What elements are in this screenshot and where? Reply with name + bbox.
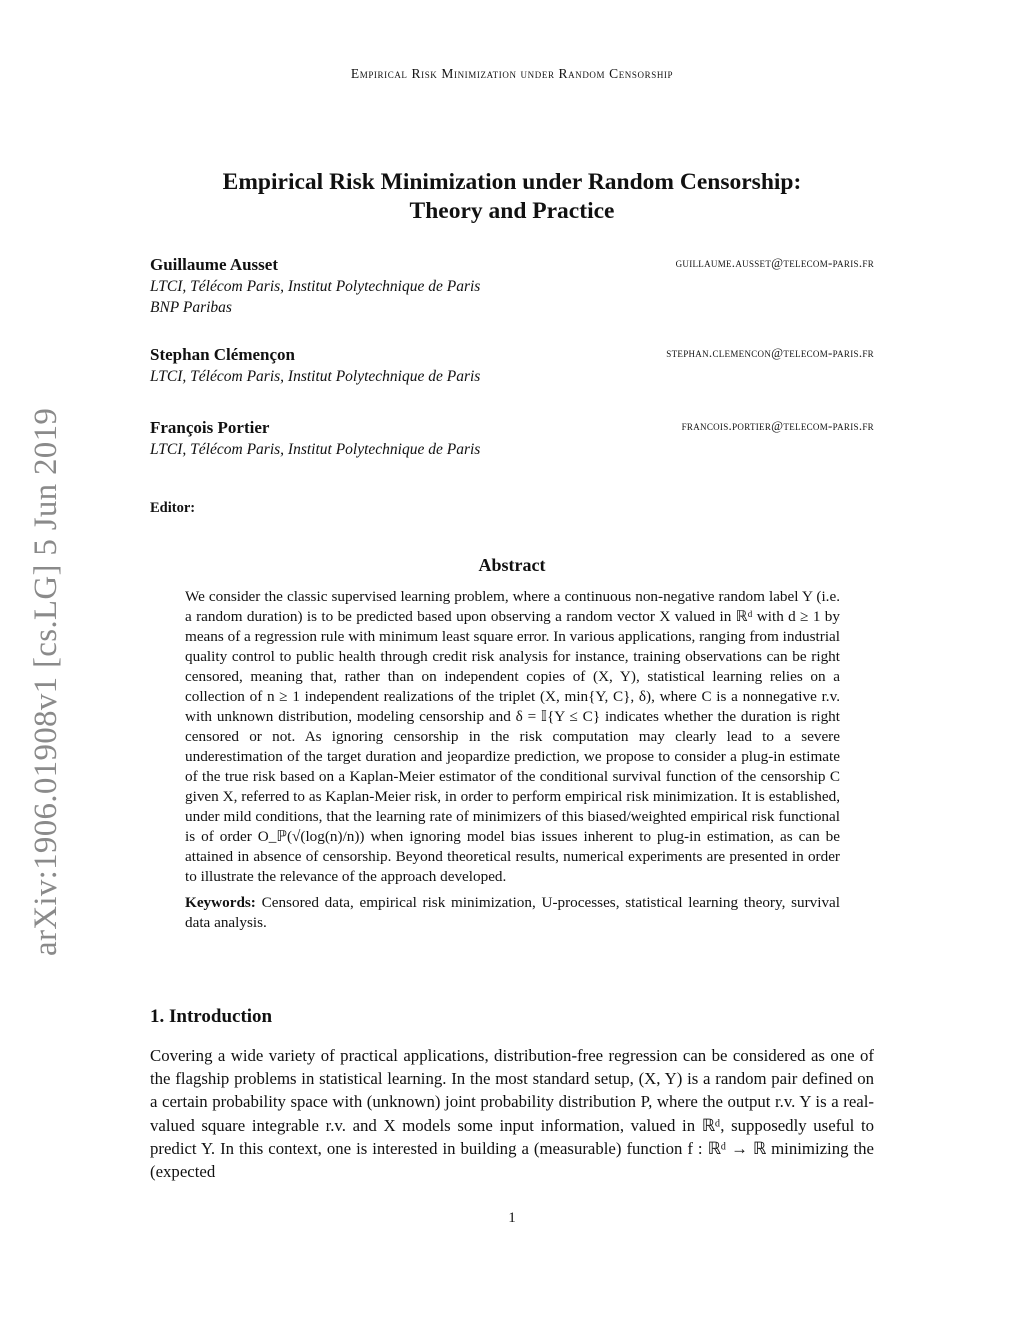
arxiv-stamp-text: arXiv:1906.01908v1 [cs.LG] 5 Jun 2019 <box>28 407 64 956</box>
running-head: Empirical Risk Minimization under Random Censorship <box>350 66 674 81</box>
author-name: Guillaume Ausset <box>150 255 278 274</box>
section-title: Introduction <box>169 1006 273 1027</box>
keywords-text: Censored data, empirical risk minimization, U-processes, statistical learning theory, survival data analysis. <box>185 894 841 931</box>
title-line-1: Empirical Risk Minimization under Random Censorship: <box>222 169 802 195</box>
author-email: stephan.clemencon@telecom-paris.fr <box>666 345 874 360</box>
author-email: francois.portier@telecom-paris.fr <box>681 418 874 433</box>
author-block <box>150 417 874 460</box>
author-affiliation: BNP Paribas <box>150 299 232 316</box>
author-block <box>150 254 874 318</box>
section-number: 1. <box>150 1006 165 1027</box>
editor-label: Editor: <box>150 500 196 516</box>
arxiv-stamp <box>24 366 68 956</box>
abstract-text: We consider the classic supervised learning problem, where a continuous non-negative random label Y (i.e. a random duration) is to be predicted based upon observing a random vector X valued in ℝᵈ with d ≥ 1 by means of a regression rule with minimum least square error. In various applications, ranging from industrial quality control to public health through credit risk analysis for instance, training observations can be right censored, meaning that, rather than on independent copies of (X, Y), statistical learning relies on a collection of n ≥ 1 independent realizations of the triplet (X, min{Y, C}, δ), where C is a nonnegative r.v. with unknown distribution, modeling censorship and δ = 𝕀{Y ≤ C} indicates whether the duration is right censored or not. As ignoring censorship in the risk computation may clearly lead to a severe underestimation of the target duration and jeopardize prediction, we propose to consider a plug-in estimate of the true risk based on a Kaplan-Meier estimator of the conditional survival function of the censorship C given X, referred to as Kaplan-Meier risk, in order to perform empirical risk minimization. It is established, under mild conditions, that the learning rate of minimizers of this biased/weighted empirical risk functional is of order O_ℙ(√(log(n)/n)) when ignoring model bias issues inherent to plug-in estimation, as can be attained in absence of censorship. Beyond theoretical results, numerical experiments are presented in order to illustrate the relevance of the approach developed. <box>185 588 841 885</box>
keywords <box>185 893 840 933</box>
author-block <box>150 344 874 387</box>
introduction-text: Covering a wide variety of practical applications, distribution-free regression can be considered as one of the flagship problems in statistical learning. In the most standard setup, (X, Y) is a random pair defined on a certain probability space with (unknown) joint probability distribution P, where the output r.v. Y is a real-valued square integrable r.v. and X models some input information, valued in ℝᵈ, supposedly useful to predict Y. In this context, one is interested in building a (measurable) function f : ℝᵈ → ℝ minimizing the (expected <box>150 1046 874 1182</box>
title-line-2: Theory and Practice <box>409 198 615 224</box>
author-affiliation: LTCI, Télécom Paris, Institut Polytechnique de Paris <box>150 368 481 385</box>
paper-title <box>150 168 874 226</box>
author-affiliation: LTCI, Télécom Paris, Institut Polytechnique de Paris <box>150 441 481 458</box>
abstract-heading: Abstract <box>478 555 546 575</box>
introduction-body <box>150 1044 874 1183</box>
author-affiliation: LTCI, Télécom Paris, Institut Polytechnique de Paris <box>150 278 481 295</box>
author-email: guillaume.ausset@telecom-paris.fr <box>675 255 874 270</box>
author-name: François Portier <box>150 418 270 437</box>
abstract-body <box>185 587 840 933</box>
section-heading <box>150 1006 272 1028</box>
author-name: Stephan Clémençon <box>150 345 295 364</box>
page-number: 1 <box>508 1210 516 1226</box>
keywords-label: Keywords: <box>185 894 256 911</box>
